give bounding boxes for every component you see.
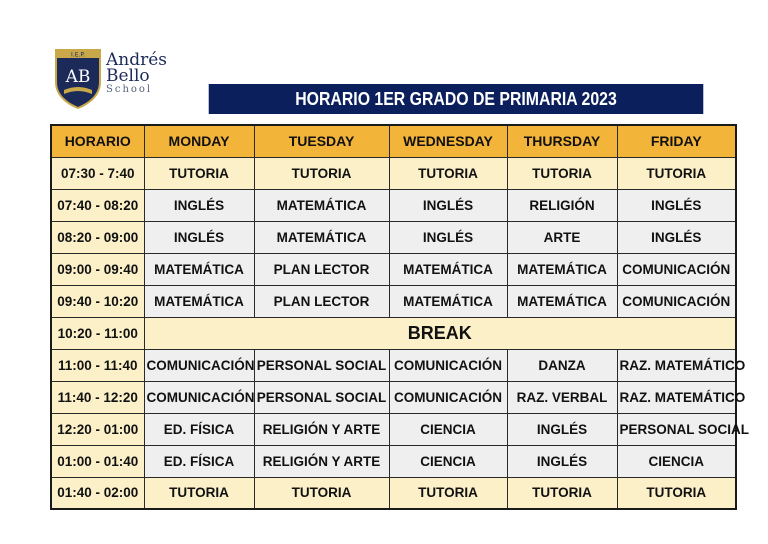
header-friday: FRIDAY: [617, 125, 736, 157]
subject-cell: PLAN LECTOR: [254, 285, 389, 317]
subject-cell: ARTE: [507, 221, 617, 253]
crest-initials: AB: [65, 67, 91, 87]
subject-cell: CIENCIA: [389, 445, 507, 477]
subject-cell: RELIGIÓN: [507, 189, 617, 221]
table-row: [51, 349, 736, 381]
school-crest-icon: [54, 48, 102, 110]
school-name-line1: Andrés: [106, 50, 168, 70]
subject-cell: CIENCIA: [617, 445, 736, 477]
subject-cell: COMUNICACIÓN: [144, 381, 254, 413]
subject-cell: TUTORIA: [144, 157, 254, 189]
time-cell: 08:20 - 09:00: [51, 221, 144, 253]
subject-cell: MATEMÁTICA: [389, 253, 507, 285]
subject-cell: COMUNICACIÓN: [617, 285, 736, 317]
subject-cell: TUTORIA: [389, 477, 507, 509]
time-cell: 09:40 - 10:20: [51, 285, 144, 317]
subject-cell: MATEMÁTICA: [144, 285, 254, 317]
subject-cell: COMUNICACIÓN: [617, 253, 736, 285]
subject-cell: TUTORIA: [507, 477, 617, 509]
time-cell: 07:40 - 08:20: [51, 189, 144, 221]
table-row: [51, 445, 736, 477]
subject-cell: MATEMÁTICA: [144, 253, 254, 285]
subject-cell: TUTORIA: [617, 157, 736, 189]
table-row: [51, 285, 736, 317]
subject-cell: ED. FÍSICA: [144, 413, 254, 445]
subject-cell: MATEMÁTICA: [254, 221, 389, 253]
subject-cell: INGLÉS: [617, 221, 736, 253]
header-tuesday: TUESDAY: [254, 125, 389, 157]
table-row: [51, 221, 736, 253]
subject-cell: INGLÉS: [507, 413, 617, 445]
table-row: [51, 157, 736, 189]
subject-cell: INGLÉS: [617, 189, 736, 221]
table-row: [51, 189, 736, 221]
subject-cell: COMUNICACIÓN: [389, 349, 507, 381]
subject-cell: PLAN LECTOR: [254, 253, 389, 285]
subject-cell: RAZ. MATEMÁTICO: [617, 349, 736, 381]
header-monday: MONDAY: [144, 125, 254, 157]
crest-top-text: I.E.P.: [71, 51, 85, 59]
subject-cell: INGLÉS: [507, 445, 617, 477]
subject-cell: TUTORIA: [507, 157, 617, 189]
page-title: HORARIO 1ER GRADO DE PRIMARIA 2023: [209, 84, 704, 114]
subject-cell: PERSONAL SOCIAL: [254, 349, 389, 381]
time-cell: 07:30 - 7:40: [51, 157, 144, 189]
subject-cell: RELIGIÓN Y ARTE: [254, 413, 389, 445]
subject-cell: MATEMÁTICA: [507, 285, 617, 317]
table-row: [51, 317, 736, 349]
header-thursday: THURSDAY: [507, 125, 617, 157]
subject-cell: INGLÉS: [389, 189, 507, 221]
subject-cell: RELIGIÓN Y ARTE: [254, 445, 389, 477]
subject-cell: INGLÉS: [144, 221, 254, 253]
subject-cell: TUTORIA: [617, 477, 736, 509]
school-name-line3: School: [106, 84, 153, 95]
subject-cell: ED. FÍSICA: [144, 445, 254, 477]
subject-cell: RAZ. MATEMÁTICO: [617, 381, 736, 413]
subject-cell: INGLÉS: [144, 189, 254, 221]
table-row: [51, 381, 736, 413]
subject-cell: CIENCIA: [389, 413, 507, 445]
table-row: [51, 413, 736, 445]
subject-cell: COMUNICACIÓN: [144, 349, 254, 381]
subject-cell: PERSONAL SOCIAL: [617, 413, 736, 445]
time-cell: 11:00 - 11:40: [51, 349, 144, 381]
subject-cell: PERSONAL SOCIAL: [254, 381, 389, 413]
school-name: [106, 52, 167, 96]
subject-cell: RAZ. VERBAL: [507, 381, 617, 413]
time-cell: 11:40 - 12:20: [51, 381, 144, 413]
subject-cell: MATEMÁTICA: [507, 253, 617, 285]
header-wednesday: WEDNESDAY: [389, 125, 507, 157]
header-row: [51, 125, 736, 157]
time-cell: 01:40 - 02:00: [51, 477, 144, 509]
subject-cell: TUTORIA: [254, 477, 389, 509]
time-cell: 10:20 - 11:00: [51, 317, 144, 349]
header-horario: HORARIO: [51, 125, 144, 157]
subject-cell: COMUNICACIÓN: [389, 381, 507, 413]
school-name-line2: Bello: [106, 66, 150, 86]
subject-cell: DANZA: [507, 349, 617, 381]
break-cell: BREAK: [144, 317, 736, 349]
time-cell: 09:00 - 09:40: [51, 253, 144, 285]
subject-cell: TUTORIA: [144, 477, 254, 509]
schedule-table: [50, 124, 750, 510]
subject-cell: INGLÉS: [389, 221, 507, 253]
subject-cell: TUTORIA: [389, 157, 507, 189]
subject-cell: TUTORIA: [254, 157, 389, 189]
subject-cell: MATEMÁTICA: [254, 189, 389, 221]
subject-cell: MATEMÁTICA: [389, 285, 507, 317]
time-cell: 01:00 - 01:40: [51, 445, 144, 477]
schedule-body: [51, 157, 750, 509]
table-row: [51, 253, 736, 285]
time-cell: 12:20 - 01:00: [51, 413, 144, 445]
table-row: [51, 477, 736, 509]
